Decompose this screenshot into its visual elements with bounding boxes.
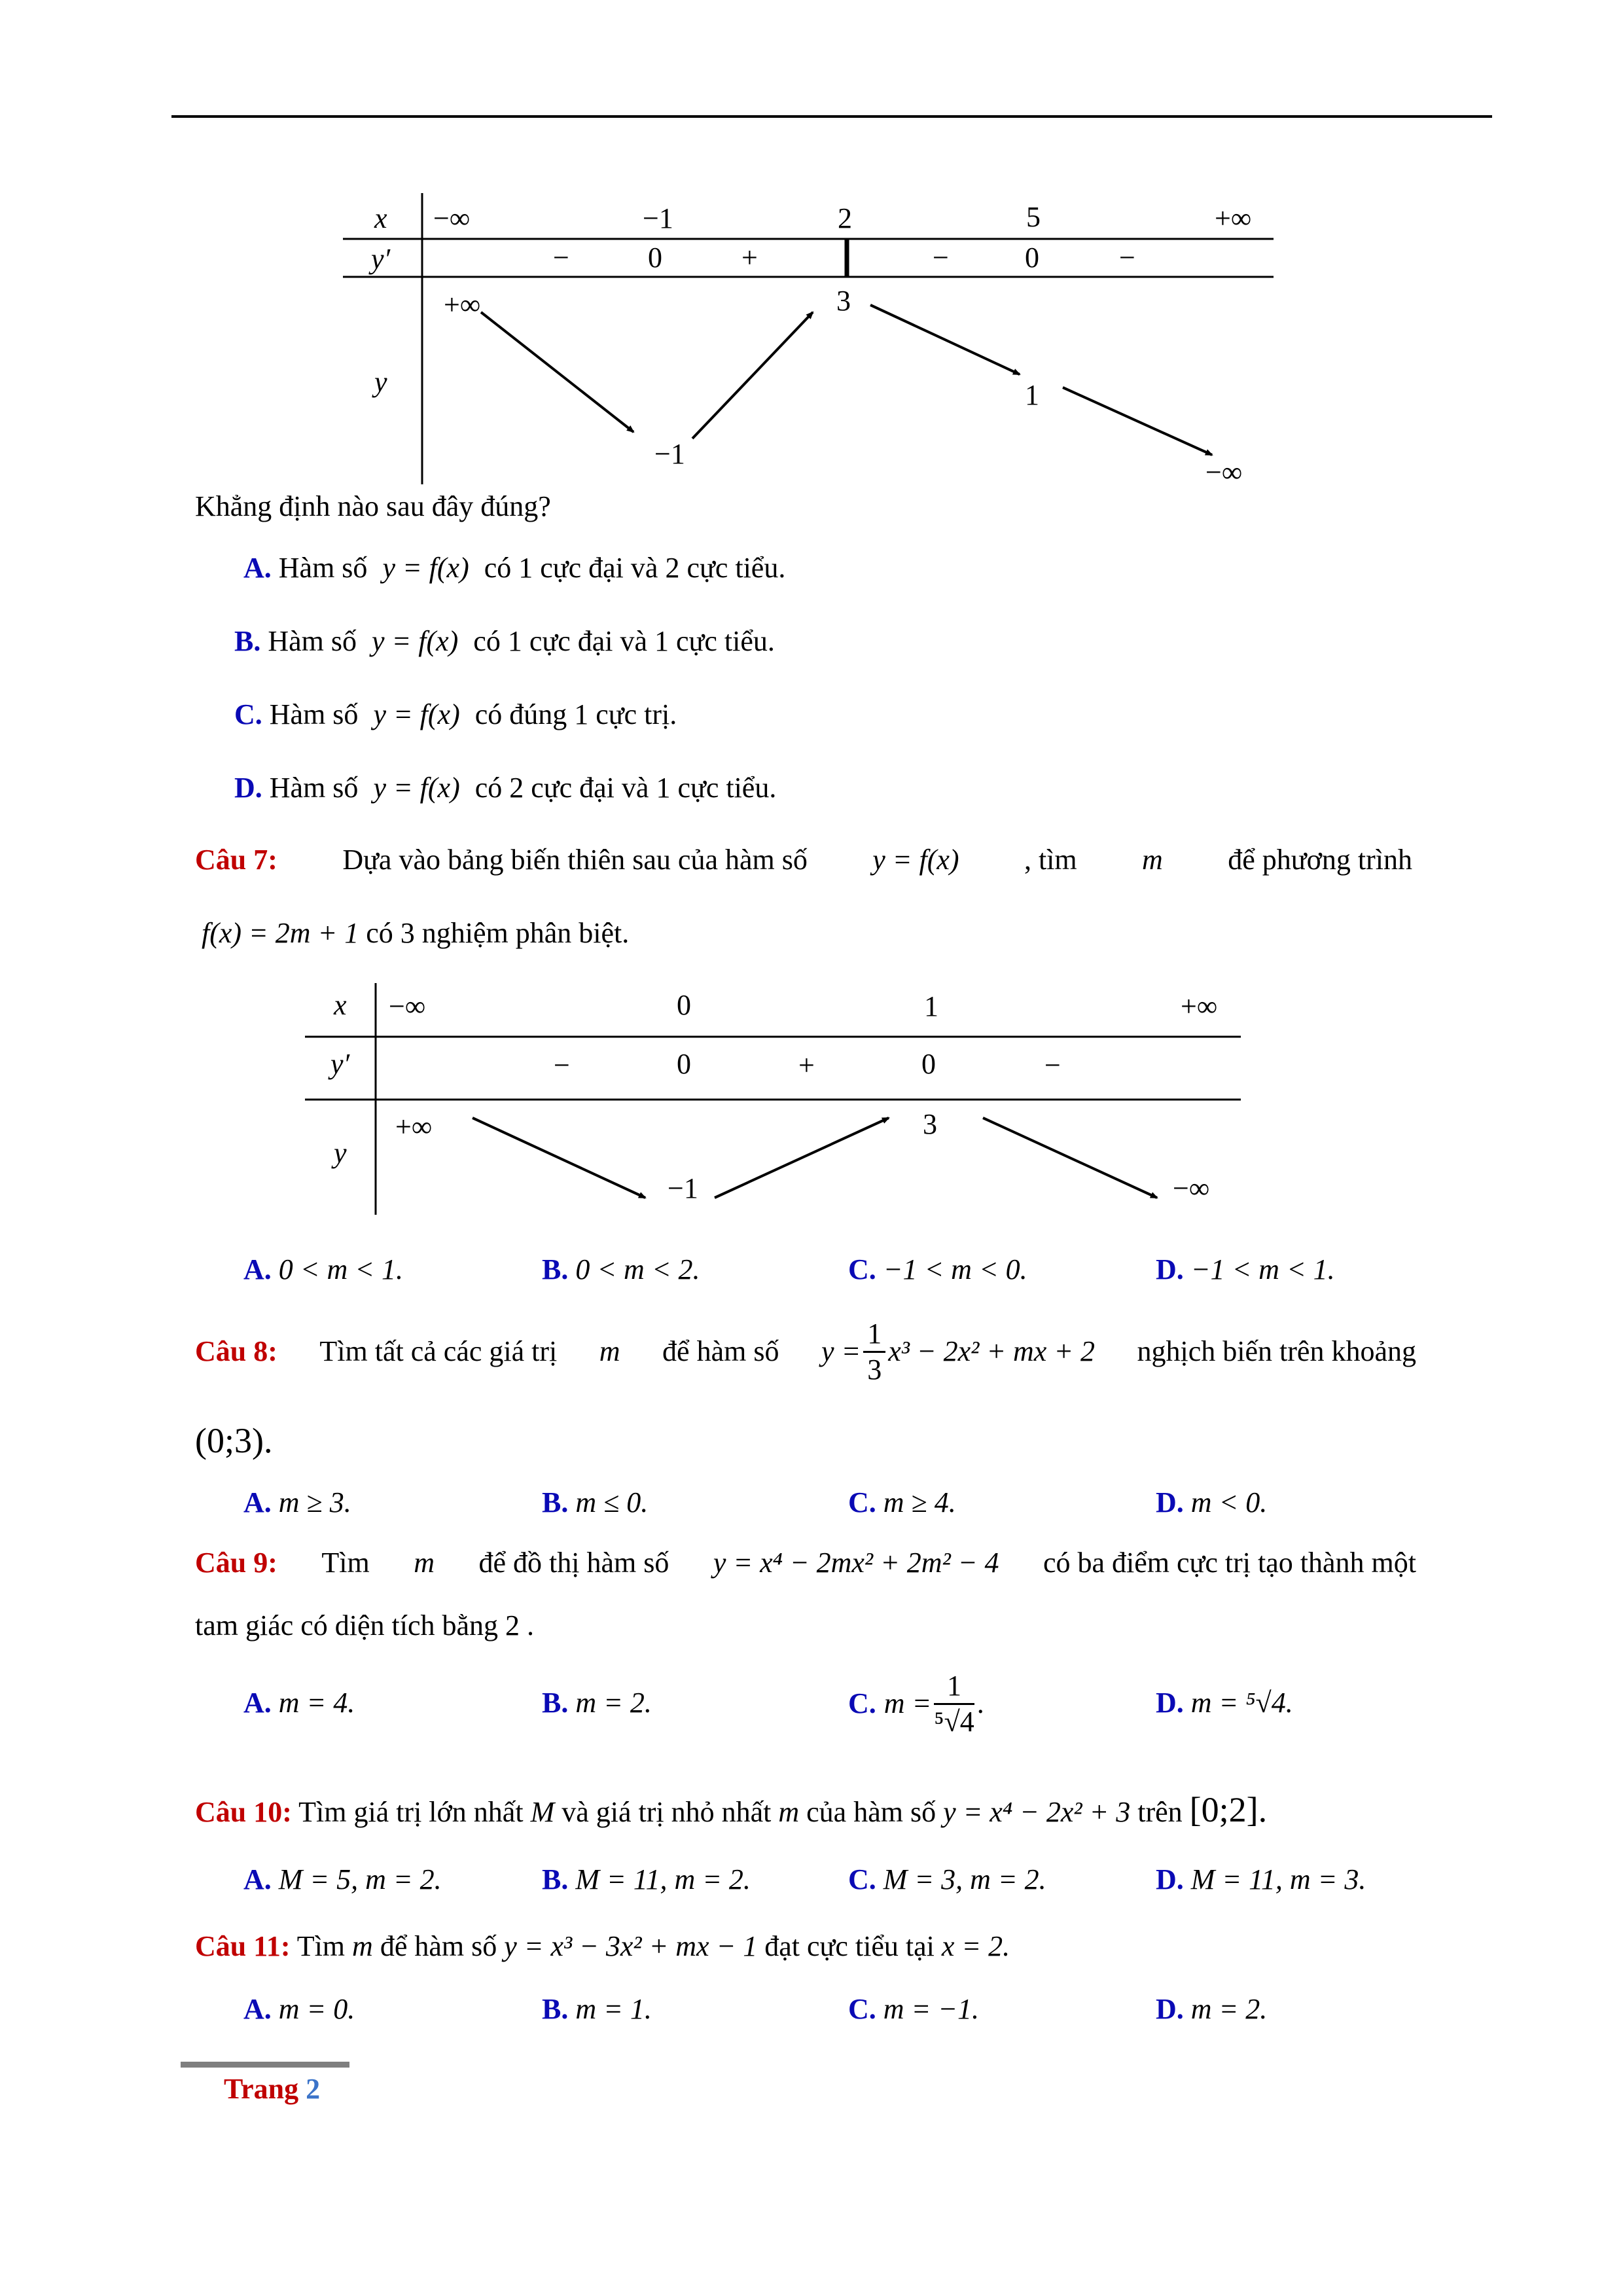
- q6-option-d[interactable]: D. Hàm số y = f(x) có 2 cực đại và 1 cực tiểu.: [234, 772, 777, 804]
- t2-x-0: −∞: [389, 990, 426, 1022]
- t1-x-4: +∞: [1215, 202, 1252, 234]
- q6-option-b[interactable]: B. Hàm số y = f(x) có 1 cực đại và 1 cực tiểu.: [234, 625, 775, 657]
- q11-option-b[interactable]: B. m = 1.: [542, 1993, 652, 2025]
- q10-line1: Câu 10: Tìm giá trị lớn nhất M và giá trị nhỏ nhất m của hàm số y = x⁴ − 2x² + 3 trên [0;2].: [195, 1790, 1268, 1829]
- t2-sign-4: −: [1044, 1049, 1061, 1081]
- q10-option-c[interactable]: C. M = 3, m = 2.: [848, 1863, 1046, 1895]
- t1-y-0: +∞: [444, 289, 481, 321]
- t2-yp-label: y′: [330, 1048, 350, 1080]
- q7-option-b[interactable]: B. 0 < m < 2.: [542, 1253, 700, 1285]
- option-letter: D.: [1156, 1687, 1184, 1719]
- t1-x-label: x: [374, 202, 387, 234]
- t1-sign-0: −: [553, 242, 569, 274]
- q9-line2: tam giác có diện tích bằng 2 .: [195, 1609, 535, 1641]
- t1-y-3: 1: [1025, 379, 1039, 411]
- q9-option-b[interactable]: B. m = 2.: [542, 1687, 652, 1719]
- q10-option-d[interactable]: D. M = 11, m = 3.: [1156, 1863, 1366, 1895]
- option-letter: D.: [1156, 1253, 1184, 1285]
- t2-sign-3: 0: [921, 1048, 936, 1080]
- t2-y-0: +∞: [395, 1111, 433, 1143]
- q6-option-c[interactable]: C. Hàm số y = f(x) có đúng 1 cực trị.: [234, 698, 677, 730]
- q8-option-d[interactable]: D. m < 0.: [1156, 1486, 1268, 1518]
- fraction: $\frac{1}{\text{⁵√4}}$: [934, 1669, 974, 1738]
- t1-sign-4: 0: [1025, 242, 1039, 274]
- option-letter: B.: [234, 625, 261, 657]
- t2-sign-0: −: [554, 1049, 570, 1081]
- option-letter: B.: [542, 1993, 569, 2025]
- footer-rule: [181, 2062, 349, 2068]
- option-letter: C.: [234, 698, 262, 730]
- t2-arrow-up-1: [715, 1118, 889, 1198]
- t1-x-3: 5: [1026, 201, 1041, 233]
- t1-yp-label: y′: [371, 243, 391, 275]
- option-letter: C.: [848, 1687, 876, 1719]
- t2-y-2: 3: [923, 1108, 937, 1140]
- q8-interval: (0;3).: [195, 1421, 273, 1460]
- question-label: Câu 8:: [195, 1335, 277, 1367]
- t2-arrow-down-1: [473, 1118, 645, 1198]
- option-letter: A.: [243, 1253, 272, 1285]
- q8-option-b[interactable]: B. m ≤ 0.: [542, 1486, 649, 1518]
- option-letter: B.: [542, 1486, 569, 1518]
- q11-option-d[interactable]: D. m = 2.: [1156, 1993, 1268, 2025]
- q10-option-a[interactable]: A. M = 5, m = 2.: [243, 1863, 442, 1895]
- question-label: Câu 11:: [195, 1930, 291, 1962]
- option-letter: D.: [1156, 1486, 1184, 1518]
- t2-y-3: −∞: [1173, 1172, 1210, 1204]
- q6-prompt: Khẳng định nào sau đây đúng?: [195, 490, 551, 522]
- t1-y-2: 3: [836, 285, 851, 317]
- q11-option-a[interactable]: A. m = 0.: [243, 1993, 355, 2025]
- question-label: Câu 7:: [195, 844, 277, 876]
- t2-y-1: −1: [668, 1172, 698, 1204]
- option-letter: A.: [243, 1863, 272, 1895]
- t1-sign-2: +: [741, 242, 758, 274]
- page-number: Trang 2: [224, 2073, 321, 2105]
- t2-sign-2: +: [798, 1049, 815, 1081]
- option-letter: C.: [848, 1863, 876, 1895]
- q7-line1: Câu 7: Dựa vào bảng biến thiên sau của hàm số y = f(x) , tìm m để phương trình: [195, 844, 1412, 876]
- q11-line1: Câu 11: Tìm m để hàm số y = x³ − 3x² + mx − 1 đạt cực tiểu tại x = 2.: [195, 1930, 1010, 1962]
- question-label: Câu 9:: [195, 1547, 277, 1579]
- q7-option-c[interactable]: C. −1 < m < 0.: [848, 1253, 1027, 1285]
- t1-y-4: −∞: [1205, 456, 1243, 488]
- t2-arrow-down-2: [983, 1118, 1157, 1198]
- question-label: Câu 10:: [195, 1796, 292, 1828]
- q7-option-d[interactable]: D. −1 < m < 1.: [1156, 1253, 1335, 1285]
- q10-option-b[interactable]: B. M = 11, m = 2.: [542, 1863, 751, 1895]
- t2-x-3: +∞: [1181, 990, 1218, 1022]
- option-letter: C.: [848, 1253, 876, 1285]
- option-letter: A.: [243, 1993, 272, 2025]
- t2-x-1: 0: [677, 989, 691, 1021]
- t1-x-1: −1: [643, 202, 673, 234]
- option-letter: C.: [848, 1993, 876, 2025]
- t1-y-1: −1: [654, 438, 685, 470]
- t1-x-0: −∞: [433, 202, 471, 234]
- q8-line1: Câu 8: Tìm tất cả các giá trị m để hàm số y = $\frac{1}{3}$ x³ − 2x² + mx + 2 nghịch biến trên khoảng: [195, 1317, 1416, 1386]
- q7-line2: f(x) = 2m + 1 có 3 nghiệm phân biệt.: [202, 917, 630, 949]
- q8-option-a[interactable]: A. m ≥ 3.: [243, 1486, 351, 1518]
- t2-x-label: x: [334, 989, 347, 1021]
- t1-sign-5: −: [1119, 242, 1135, 274]
- q9-option-c[interactable]: C. m = $\frac{1}{\text{⁵√4}}$ .: [848, 1669, 984, 1738]
- q8-option-c[interactable]: C. m ≥ 4.: [848, 1486, 956, 1518]
- q6-option-a[interactable]: A. Hàm số y = f(x) có 1 cực đại và 2 cực tiểu.: [243, 552, 786, 584]
- q9-line1: Câu 9: Tìm m để đồ thị hàm số y = x⁴ − 2mx² + 2m² − 4 có ba điểm cực trị tạo thành một: [195, 1547, 1416, 1579]
- q11-option-c[interactable]: C. m = −1.: [848, 1993, 979, 2025]
- q9-option-d[interactable]: D. m = ⁵√4.: [1156, 1687, 1293, 1719]
- option-letter: A.: [243, 552, 272, 584]
- option-letter: B.: [542, 1687, 569, 1719]
- option-letter: C.: [848, 1486, 876, 1518]
- q9-option-a[interactable]: A. m = 4.: [243, 1687, 355, 1719]
- option-letter: A.: [243, 1486, 272, 1518]
- t2-sign-1: 0: [677, 1048, 691, 1080]
- option-letter: D.: [1156, 1993, 1184, 2025]
- q7-option-a[interactable]: A. 0 < m < 1.: [243, 1253, 403, 1285]
- t1-sign-1: 0: [648, 242, 662, 274]
- option-letter: A.: [243, 1687, 272, 1719]
- t1-y-label: y: [374, 366, 387, 398]
- option-letter: D.: [1156, 1863, 1184, 1895]
- option-letter: D.: [234, 772, 262, 804]
- fraction: $\frac{1}{3}$: [863, 1319, 885, 1384]
- t2-y-label: y: [334, 1137, 347, 1169]
- t1-sign-3: −: [933, 242, 949, 274]
- t1-x-2: 2: [838, 202, 852, 234]
- t2-x-2: 1: [924, 990, 938, 1022]
- option-letter: B.: [542, 1863, 569, 1895]
- option-letter: B.: [542, 1253, 569, 1285]
